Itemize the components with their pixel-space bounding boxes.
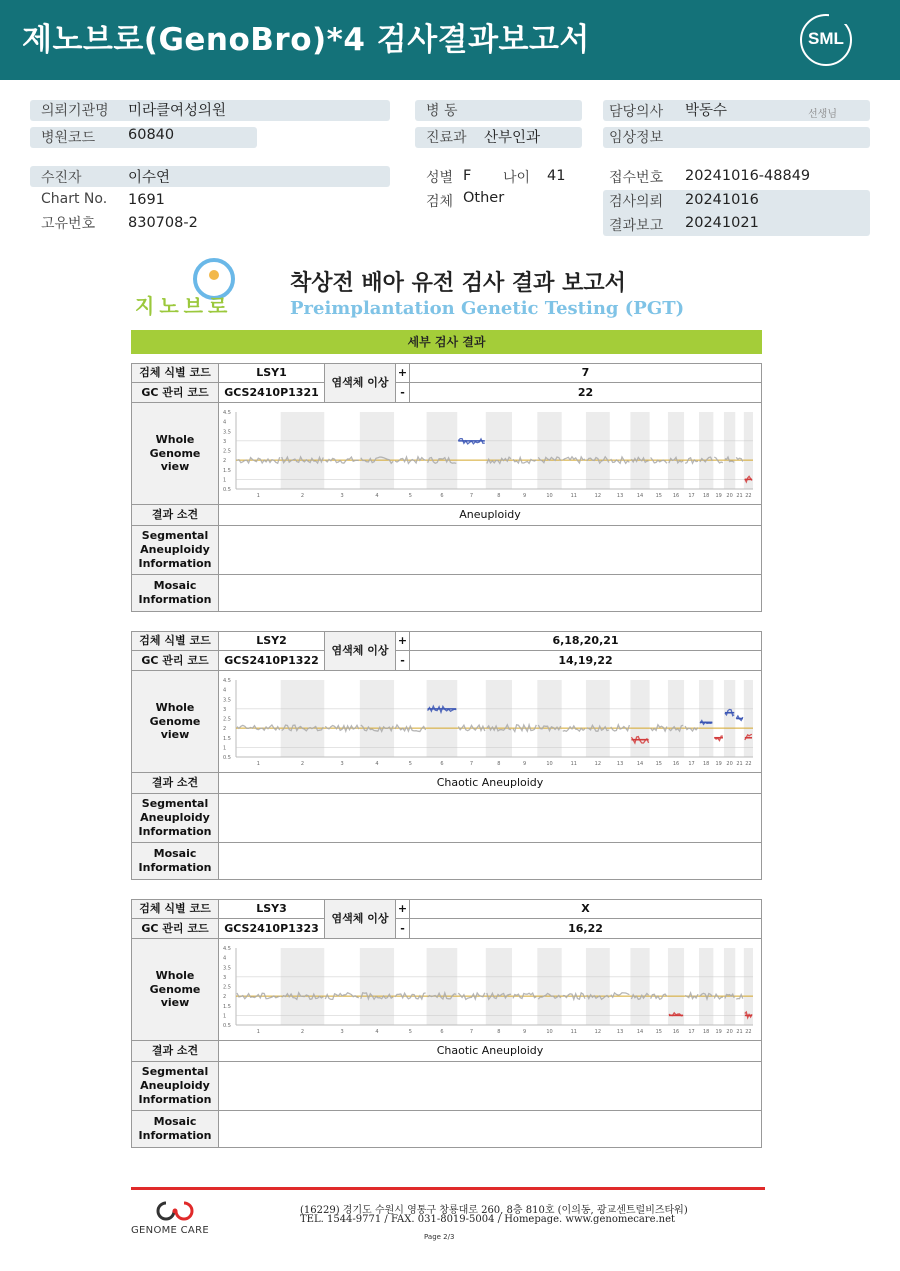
- y-tick-label: 0.5: [223, 487, 231, 493]
- plus-sign: +: [395, 631, 410, 651]
- chromosome-band: [724, 948, 735, 1025]
- loss-chromosomes: 14,19,22: [409, 650, 762, 671]
- x-tick-label: 17: [688, 493, 695, 499]
- gc-code-value: GCS2410P1322: [218, 650, 325, 671]
- department-label: 진료과: [426, 130, 467, 146]
- receipt-value: 20241016-48849: [685, 168, 811, 184]
- minus-sign: -: [395, 650, 410, 671]
- copy-number-points: [237, 993, 280, 999]
- x-tick-label: 10: [546, 761, 553, 767]
- y-tick-label: 4.5: [223, 946, 231, 952]
- genobro-logo-text: 지노브로: [135, 294, 233, 318]
- x-tick-label: 20: [726, 493, 733, 499]
- hospital-code-label: 병원코드: [41, 130, 96, 146]
- chromosome-band: [699, 412, 713, 489]
- chromosome-band: [486, 948, 512, 1025]
- patient-field: [30, 166, 390, 187]
- x-tick-label: 15: [655, 761, 662, 767]
- sml-logo-text: SML: [808, 29, 844, 48]
- gc-code-value: GCS2410P1323: [218, 918, 325, 939]
- result-label: 결과 소견: [131, 772, 219, 794]
- x-tick-label: 12: [594, 1029, 602, 1035]
- loss-chromosomes: 22: [409, 382, 762, 403]
- copy-number-points: [651, 458, 667, 464]
- y-tick-label: 1: [223, 477, 227, 484]
- copy-number-points: [237, 725, 280, 730]
- chromosome-band: [668, 412, 684, 489]
- chromosome-band: [724, 412, 735, 489]
- chromosome-band: [281, 412, 325, 489]
- x-tick-label: 19: [715, 761, 722, 767]
- x-tick-label: 14: [636, 493, 644, 499]
- x-tick-label: 2: [300, 493, 305, 499]
- mosaic-label: Mosaic Information: [131, 842, 219, 880]
- chromosome-band: [630, 948, 649, 1025]
- result-label: 결과 소견: [131, 504, 219, 526]
- chromosome-band: [427, 948, 458, 1025]
- chromosome-band: [360, 680, 394, 757]
- genome-view-chart: [218, 402, 762, 505]
- abnormal-label: 염색체 이상: [324, 631, 396, 671]
- x-tick-label: 4: [375, 761, 379, 767]
- x-tick-label: 20: [726, 761, 733, 767]
- x-tick-label: 2: [300, 1029, 305, 1035]
- chromosome-band: [486, 412, 512, 489]
- chromosome-band: [427, 680, 458, 757]
- y-tick-label: 2: [223, 726, 227, 733]
- x-tick-label: 15: [655, 493, 662, 499]
- x-tick-label: 7: [469, 761, 474, 767]
- x-tick-label: 13: [616, 493, 624, 499]
- x-tick-label: 21: [736, 1029, 743, 1035]
- copy-number-points: [651, 994, 667, 999]
- plus-sign: +: [395, 899, 410, 919]
- age-label: 나이: [503, 170, 531, 186]
- x-tick-label: 22: [745, 1029, 752, 1035]
- chromosome-band: [486, 680, 512, 757]
- copy-number-points: [736, 457, 743, 461]
- x-tick-label: 20: [726, 1029, 733, 1035]
- gc-code-label: GC 관리 코드: [131, 650, 219, 671]
- section-title: 세부 검사 결과: [131, 330, 762, 354]
- gain-chromosomes: X: [409, 899, 762, 919]
- x-tick-label: 3: [340, 493, 344, 499]
- minus-sign: -: [395, 382, 410, 403]
- x-tick-label: 12: [594, 761, 602, 767]
- y-tick-label: 2.5: [223, 716, 231, 723]
- y-tick-label: 4: [223, 955, 227, 962]
- x-tick-label: 10: [546, 493, 553, 499]
- chromosome-band: [360, 948, 394, 1025]
- abnormal-label: 염색체 이상: [324, 363, 396, 403]
- genome-svg: [222, 674, 758, 769]
- x-tick-label: 8: [497, 761, 501, 767]
- x-tick-label: 16: [672, 1029, 680, 1035]
- sample-id-value: LSY2: [218, 631, 325, 651]
- x-tick-label: 12: [594, 493, 602, 499]
- x-tick-label: 6: [440, 1029, 444, 1035]
- y-tick-label: 2: [223, 994, 227, 1001]
- institution-value: 미라클여성의원: [128, 103, 227, 119]
- x-tick-label: 13: [616, 1029, 624, 1035]
- x-tick-label: 7: [469, 1029, 474, 1035]
- result-label: 결과 소견: [131, 1040, 219, 1062]
- x-tick-label: 21: [736, 761, 743, 767]
- loss-chromosomes: 16,22: [409, 918, 762, 939]
- gain-chromosomes: 7: [409, 363, 762, 383]
- x-tick-label: 1: [256, 1029, 260, 1035]
- mosaic-label: Mosaic Information: [131, 574, 219, 612]
- sample-block-1: [131, 363, 762, 612]
- chromosome-band: [630, 412, 649, 489]
- company-name: GENOME CARE: [131, 1225, 209, 1236]
- sample-block-2: [131, 631, 762, 880]
- chromosome-band: [699, 680, 713, 757]
- hospital-code-value: 60840: [128, 127, 175, 143]
- gc-code-value: GCS2410P1321: [218, 382, 325, 403]
- y-tick-label: 3: [223, 974, 227, 981]
- doctor-value: 박동수: [685, 103, 728, 119]
- chromosome-band: [668, 948, 684, 1025]
- segmental-value: [218, 1061, 762, 1111]
- x-tick-label: 9: [523, 493, 527, 499]
- receipt-label: 접수번호: [609, 170, 664, 186]
- sample-id-label: 검체 식별 코드: [131, 363, 219, 383]
- x-tick-label: 2: [300, 761, 305, 767]
- genome-view-chart: [218, 938, 762, 1041]
- x-tick-label: 3: [340, 761, 344, 767]
- segmental-value: [218, 793, 762, 843]
- y-tick-label: 4: [223, 419, 227, 426]
- logo-arc: [829, 10, 855, 24]
- sample-id-label: 검체 식별 코드: [131, 899, 219, 919]
- result-value: Chaotic Aneuploidy: [218, 772, 762, 794]
- y-tick-label: 4.5: [223, 678, 231, 684]
- chromosome-band: [630, 680, 649, 757]
- copy-number-points: [736, 995, 743, 1000]
- clinical-label: 임상정보: [609, 130, 664, 146]
- gain-chromosomes: 6,18,20,21: [409, 631, 762, 651]
- genome-view-label: Whole Genome view: [131, 670, 219, 773]
- y-tick-label: 3.5: [223, 697, 231, 704]
- x-tick-label: 11: [570, 761, 578, 767]
- x-tick-label: 19: [715, 1029, 722, 1035]
- chromosome-band: [668, 680, 684, 757]
- x-tick-label: 6: [440, 761, 444, 767]
- report-subtitle: Preimplantation Genetic Testing (PGT): [290, 298, 685, 319]
- copy-number-points: [325, 725, 359, 731]
- x-tick-label: 15: [655, 1029, 662, 1035]
- x-tick-label: 9: [523, 1029, 527, 1035]
- genome-view-label: Whole Genome view: [131, 402, 219, 505]
- copy-number-points: [458, 993, 485, 1000]
- x-tick-label: 9: [523, 761, 527, 767]
- y-tick-label: 4: [223, 687, 227, 694]
- y-tick-label: 0.5: [223, 1023, 231, 1029]
- institution-label: 의뢰기관명: [41, 103, 109, 119]
- age-value: 41: [547, 168, 566, 184]
- specimen-value: Other: [463, 190, 505, 206]
- x-tick-label: 10: [546, 1029, 553, 1035]
- mosaic-value: [218, 842, 762, 880]
- x-tick-label: 21: [736, 493, 743, 499]
- sample-id-value: LSY1: [218, 363, 325, 383]
- x-tick-label: 17: [688, 1029, 695, 1035]
- y-tick-label: 3: [223, 438, 227, 445]
- x-tick-label: 19: [715, 493, 722, 499]
- chromosome-band: [586, 680, 610, 757]
- sex-label: 성별: [426, 170, 454, 186]
- x-tick-label: 5: [408, 1029, 412, 1035]
- segmental-value: [218, 525, 762, 575]
- y-tick-label: 2.5: [223, 448, 231, 455]
- footer-address: (16229) 경기도 수원시 영통구 창룡대로 260, 8층 810호 (이의동, 광교센트럴비즈타워): [300, 1205, 688, 1216]
- page-number: Page 2/3: [424, 1233, 455, 1241]
- footer-divider: [131, 1187, 765, 1190]
- gc-code-label: GC 관리 코드: [131, 382, 219, 403]
- mosaic-value: [218, 574, 762, 612]
- y-tick-label: 3.5: [223, 965, 231, 972]
- result-value: Aneuploidy: [218, 504, 762, 526]
- ward-label: 병 동: [426, 103, 458, 119]
- x-tick-label: 1: [256, 493, 260, 499]
- chromosome-band: [281, 680, 325, 757]
- y-tick-label: 3.5: [223, 429, 231, 436]
- y-tick-label: 3: [223, 706, 227, 713]
- x-tick-label: 4: [375, 1029, 379, 1035]
- x-tick-label: 14: [636, 761, 644, 767]
- x-tick-label: 18: [702, 493, 710, 499]
- report-title: 착상전 배아 유전 검사 결과 보고서: [290, 271, 626, 296]
- request-label: 검사의뢰: [609, 194, 664, 210]
- department-value: 산부인과: [484, 130, 541, 146]
- x-tick-label: 5: [408, 761, 412, 767]
- report-header: [0, 0, 900, 80]
- unique-id-value: 830708-2: [128, 215, 198, 231]
- chromosome-band: [586, 948, 610, 1025]
- genome-svg: [222, 942, 758, 1037]
- x-tick-label: 22: [745, 493, 752, 499]
- x-tick-label: 5: [408, 493, 412, 499]
- request-value: 20241016: [685, 192, 759, 208]
- doctor-label: 담당의사: [609, 104, 664, 120]
- sml-logo: [800, 14, 852, 66]
- doctor-suffix: 선생님: [808, 109, 837, 120]
- x-tick-label: 14: [636, 1029, 644, 1035]
- x-tick-label: 4: [375, 493, 379, 499]
- mosaic-label: Mosaic Information: [131, 1110, 219, 1148]
- footer-contact: TEL. 1544-9771 / FAX. 031-8019-5004 / Homepage. www.genomecare.net: [300, 1214, 676, 1225]
- report-date-label: 결과보고: [609, 218, 664, 234]
- y-tick-label: 1.5: [223, 1003, 231, 1010]
- y-tick-label: 0.5: [223, 755, 231, 761]
- plus-sign: +: [395, 363, 410, 383]
- abnormal-label: 염색체 이상: [324, 899, 396, 939]
- sample-id-label: 검체 식별 코드: [131, 631, 219, 651]
- chart-no-label: Chart No.: [41, 191, 108, 207]
- y-tick-label: 1.5: [223, 467, 231, 474]
- y-tick-label: 4.5: [223, 410, 231, 416]
- mosaic-value: [218, 1110, 762, 1148]
- genome-view-chart: [218, 670, 762, 773]
- minus-sign: -: [395, 918, 410, 939]
- y-tick-label: 2: [223, 458, 227, 465]
- x-tick-label: 17: [688, 761, 695, 767]
- genome-view-label: Whole Genome view: [131, 938, 219, 1041]
- chromosome-band: [360, 412, 394, 489]
- x-tick-label: 3: [340, 1029, 344, 1035]
- chromosome-band: [537, 948, 561, 1025]
- x-tick-label: 1: [256, 761, 260, 767]
- page-title: 제노브로(GenoBro)*4 검사결과보고서: [22, 22, 590, 58]
- x-tick-label: 16: [672, 761, 680, 767]
- x-tick-label: 6: [440, 493, 444, 499]
- segmental-label: Segmental Aneuploidy Information: [131, 525, 219, 575]
- chromosome-band: [281, 948, 325, 1025]
- x-tick-label: 8: [497, 1029, 501, 1035]
- chromosome-band: [537, 412, 561, 489]
- x-tick-label: 8: [497, 493, 501, 499]
- chromosome-band: [586, 412, 610, 489]
- specimen-label: 검체: [426, 194, 454, 210]
- sample-block-3: [131, 899, 762, 1148]
- y-tick-label: 2.5: [223, 984, 231, 991]
- result-value: Chaotic Aneuploidy: [218, 1040, 762, 1062]
- segmental-label: Segmental Aneuploidy Information: [131, 793, 219, 843]
- patient-label: 수진자: [41, 170, 82, 186]
- patient-value: 이수연: [128, 170, 171, 186]
- chart-no-value: 1691: [128, 192, 165, 208]
- x-tick-label: 11: [570, 1029, 578, 1035]
- sex-value: F: [463, 168, 472, 184]
- genome-svg: [222, 406, 758, 501]
- chromosome-band: [537, 680, 561, 757]
- sample-id-value: LSY3: [218, 899, 325, 919]
- segmental-label: Segmental Aneuploidy Information: [131, 1061, 219, 1111]
- chromosome-band: [744, 680, 753, 757]
- x-tick-label: 13: [616, 761, 624, 767]
- x-tick-label: 11: [570, 493, 578, 499]
- x-tick-label: 16: [672, 493, 680, 499]
- chromosome-band: [699, 948, 713, 1025]
- gc-code-label: GC 관리 코드: [131, 918, 219, 939]
- chromosome-band: [427, 412, 458, 489]
- x-tick-label: 18: [702, 1029, 710, 1035]
- report-date-value: 20241021: [685, 215, 759, 231]
- unique-id-label: 고유번호: [41, 216, 96, 232]
- genome-care-logo-icon: [156, 1200, 194, 1222]
- x-tick-label: 18: [702, 761, 710, 767]
- y-tick-label: 1.5: [223, 735, 231, 742]
- x-tick-label: 7: [469, 493, 474, 499]
- chromosome-band: [724, 680, 735, 757]
- y-tick-label: 1: [223, 745, 227, 752]
- x-tick-label: 22: [745, 761, 752, 767]
- y-tick-label: 1: [223, 1013, 227, 1020]
